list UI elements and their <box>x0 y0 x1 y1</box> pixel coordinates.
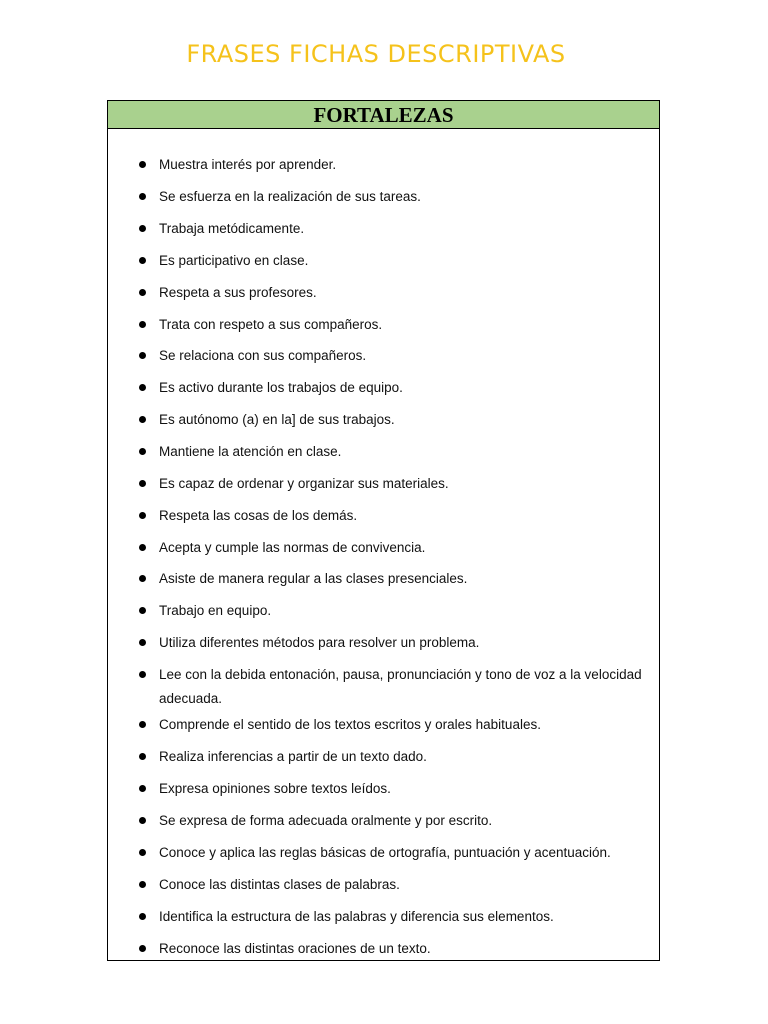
bullet-icon <box>139 881 146 888</box>
list-item-text: Asiste de manera regular a las clases presenciales. <box>159 571 468 586</box>
list-item-text: Conoce las distintas clases de palabras. <box>159 877 400 892</box>
list-item-text: Comprende el sentido de los textos escritos y orales habituales. <box>159 717 541 732</box>
list-item-text: Se esfuerza en la realización de sus tareas. <box>159 189 421 204</box>
bullet-icon <box>139 639 146 646</box>
page-title: FRASES FICHAS DESCRIPTIVAS <box>186 40 566 68</box>
bullet-icon <box>139 416 146 423</box>
list-item-text: Utiliza diferentes métodos para resolver un problema. <box>159 635 480 650</box>
list-item-text: Mantiene la atención en clase. <box>159 444 342 459</box>
bullet-icon <box>139 289 146 296</box>
list-item-text: Es capaz de ordenar y organizar sus materiales. <box>159 476 449 491</box>
bullet-icon <box>139 384 146 391</box>
bullet-icon <box>139 544 146 551</box>
list-item-text: Trabajo en equipo. <box>159 603 272 618</box>
list-item-text: Se relaciona con sus compañeros. <box>159 348 367 363</box>
bullet-icon <box>139 817 146 824</box>
list-item-text: Realiza inferencias a partir de un texto dado. <box>159 749 427 764</box>
list-item-text: Identifica la estructura de las palabras y diferencia sus elementos. <box>159 909 554 924</box>
list-item-text: Conoce y aplica las reglas básicas de ortografía, puntuación y acentuación. <box>159 845 611 860</box>
list-item-text: Se expresa de forma adecuada oralmente y por escrito. <box>159 813 493 828</box>
list-item-text: Trata con respeto a sus compañeros. <box>159 317 383 332</box>
bullet-icon <box>139 352 146 359</box>
bullet-icon <box>139 721 146 728</box>
list-item-text: Respeta a sus profesores. <box>159 285 317 300</box>
bullet-icon <box>139 512 146 519</box>
bullet-icon <box>139 753 146 760</box>
list-item-text: Expresa opiniones sobre textos leídos. <box>159 781 391 796</box>
bullet-icon <box>139 575 146 582</box>
list-item-text: Es activo durante los trabajos de equipo. <box>159 380 403 395</box>
list-item-text: Muestra interés por aprender. <box>159 157 337 172</box>
list-item-text: Respeta las cosas de los demás. <box>159 508 358 523</box>
bullet-icon <box>139 480 146 487</box>
list-item-text: Lee con la debida entonación, pausa, pronunciación y tono de voz a la velocidad adecuada. <box>159 667 642 706</box>
fortalezas-table <box>107 100 660 961</box>
bullet-icon <box>139 607 146 614</box>
bullet-icon <box>139 913 146 920</box>
bullet-icon <box>139 161 146 168</box>
bullet-icon <box>139 257 146 264</box>
bullet-icon <box>139 448 146 455</box>
list-item-text: Trabaja metódicamente. <box>159 221 305 236</box>
bullet-icon <box>139 945 146 952</box>
section-header: FORTALEZAS <box>108 101 659 129</box>
bullet-icon <box>139 193 146 200</box>
list-item-text: Acepta y cumple las normas de convivencia. <box>159 540 426 555</box>
list-item-text: Reconoce las distintas oraciones de un texto. <box>159 941 431 956</box>
bullet-icon <box>139 785 146 792</box>
bullet-icon <box>139 849 146 856</box>
list-item-text: Es participativo en clase. <box>159 253 309 268</box>
bullet-icon <box>139 225 146 232</box>
bullet-icon <box>139 321 146 328</box>
list-item-text: Es autónomo (a) en la] de sus trabajos. <box>159 412 395 427</box>
bullet-icon <box>139 671 146 678</box>
